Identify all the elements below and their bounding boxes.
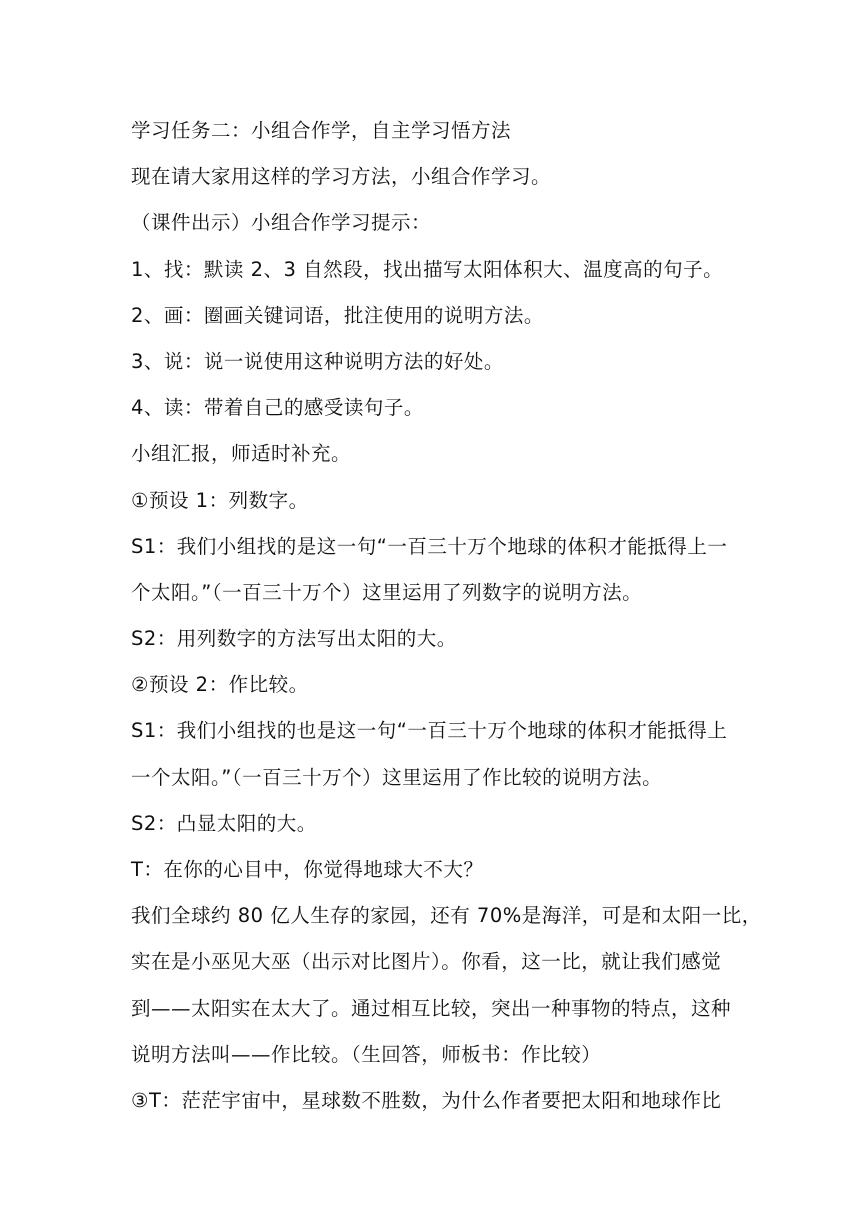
- step-read: 4、读：带着自己的感受读句子。: [131, 396, 424, 420]
- step-find: 1、找：默读 2、3 自然段，找出描写太阳体积大、温度高的句子。: [131, 257, 724, 281]
- paragraph-line: 现在请大家用这样的学习方法，小组合作学习。: [131, 165, 552, 189]
- paragraph-line: S1：我们小组找的也是这一句“一百三十万个地球的体积才能抵得上: [131, 719, 728, 743]
- paragraph-line: S2：凸显太阳的大。: [131, 811, 317, 835]
- step-mark: 2、画：圈画关键词语，批注使用的说明方法。: [131, 303, 544, 327]
- paragraph-line: 个太阳。”（一百三十万个）这里运用了列数字的说明方法。: [131, 580, 643, 604]
- paragraph-line: 到——太阳实在太大了。通过相互比较，突出一种事物的特点，这种: [131, 996, 732, 1020]
- paragraph-line: S1：我们小组找的是这一句“一百三十万个地球的体积才能抵得上一: [131, 534, 728, 558]
- paragraph-line: 说明方法叫——作比较。（生回答，师板书：作比较）: [131, 1042, 602, 1066]
- paragraph-line: 我们全球约 80 亿人生存的家园，还有 70%是海洋，可是和太阳一比，: [131, 904, 762, 928]
- paragraph-line: 一个太阳。”（一百三十万个）这里运用了作比较的说明方法。: [131, 765, 663, 789]
- paragraph-line: T：在你的心目中，你觉得地球大不大？: [131, 858, 484, 881]
- paragraph-line: 小组汇报，师适时补充。: [131, 442, 352, 466]
- paragraph-line: 实在是小巫见大巫（出示对比图片）。你看，这一比，就让我们感觉: [131, 950, 722, 974]
- paragraph-line: （课件出示）小组合作学习提示：: [131, 211, 432, 235]
- task-heading: 学习任务二：小组合作学，自主学习悟方法: [131, 119, 512, 142]
- preset-heading: ②预设 2：作比较。: [131, 673, 309, 697]
- preset-heading: ①预设 1：列数字。: [131, 488, 309, 512]
- document-page: [131, 108, 762, 1124]
- paragraph-line: ③T：茫茫宇宙中，星球数不胜数，为什么作者要把太阳和地球作比: [131, 1088, 722, 1112]
- step-say: 3、说：说一说使用这种说明方法的好处。: [131, 349, 504, 373]
- paragraph-line: S2：用列数字的方法写出太阳的大。: [131, 627, 457, 651]
